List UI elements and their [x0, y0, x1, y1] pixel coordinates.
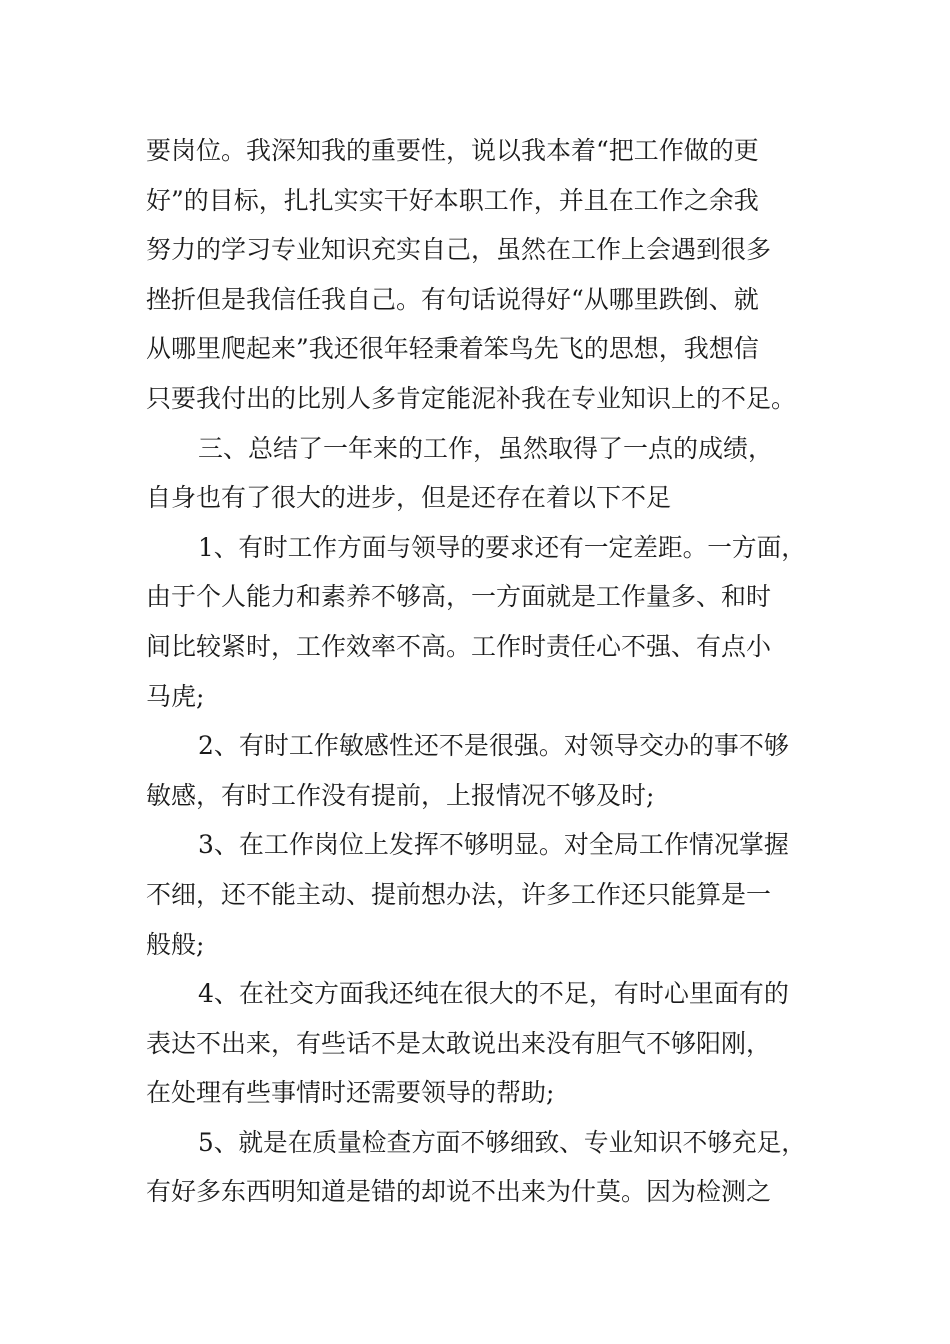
text-line: 好”的目标，扎扎实实干好本职工作，并且在工作之余我: [146, 185, 759, 215]
list-item-line: 5、就是在质量检查方面不够细致、专业知识不够充足，: [198, 1127, 806, 1157]
text-line: 自身也有了很大的进步，但是还存在着以下不足: [146, 483, 672, 513]
section-heading-line: 三、总结了一年来的工作，虽然取得了一点的成绩，: [198, 433, 774, 463]
text-line: 间比较紧时，工作效率不高。工作时责任心不强、有点小: [146, 631, 772, 661]
text-line: 挫折但是我信任我自己。有句话说得好“从哪里跌倒、就: [146, 284, 759, 314]
text-line: 不细，还不能主动、提前想办法，许多工作还只能算是一: [146, 879, 772, 909]
text-line: 从哪里爬起来”我还很年轻秉着笨鸟先飞的思想，我想信: [146, 334, 759, 364]
text-line: 马虎;: [146, 681, 205, 711]
document-body: [146, 126, 806, 1217]
text-line: 要岗位。我深知我的重要性，说以我本着“把工作做的更: [146, 136, 759, 165]
text-line: 由于个人能力和素养不够高，一方面就是工作量多、和时: [146, 582, 772, 612]
list-item-line: 3、在工作岗位上发挥不够明显。对全局工作情况掌握: [198, 830, 789, 860]
text-line: 努力的学习专业知识充实自己，虽然在工作上会遇到很多: [146, 235, 772, 265]
text-line: 表达不出来，有些话不是太敢说出来没有胆气不够阳刚，: [146, 1028, 772, 1058]
text-line: 有好多东西明知道是错的却说不出来为什莫。因为检测之: [146, 1177, 772, 1207]
text-line: 在处理有些事情时还需要领导的帮助;: [146, 1078, 555, 1108]
list-item-line: 1、有时工作方面与领导的要求还有一定差距。一方面，: [198, 532, 806, 562]
text-line: 般般;: [146, 929, 205, 959]
list-item-line: 2、有时工作敏感性还不是很强。对领导交办的事不够: [198, 731, 789, 761]
text-line: 敏感，有时工作没有提前，上报情况不够及时;: [146, 780, 655, 810]
list-item-line: 4、在社交方面我还纯在很大的不足，有时心里面有的: [198, 979, 789, 1009]
text-line: 只要我付出的比别人多肯定能泥补我在专业知识上的不足。: [146, 383, 797, 413]
